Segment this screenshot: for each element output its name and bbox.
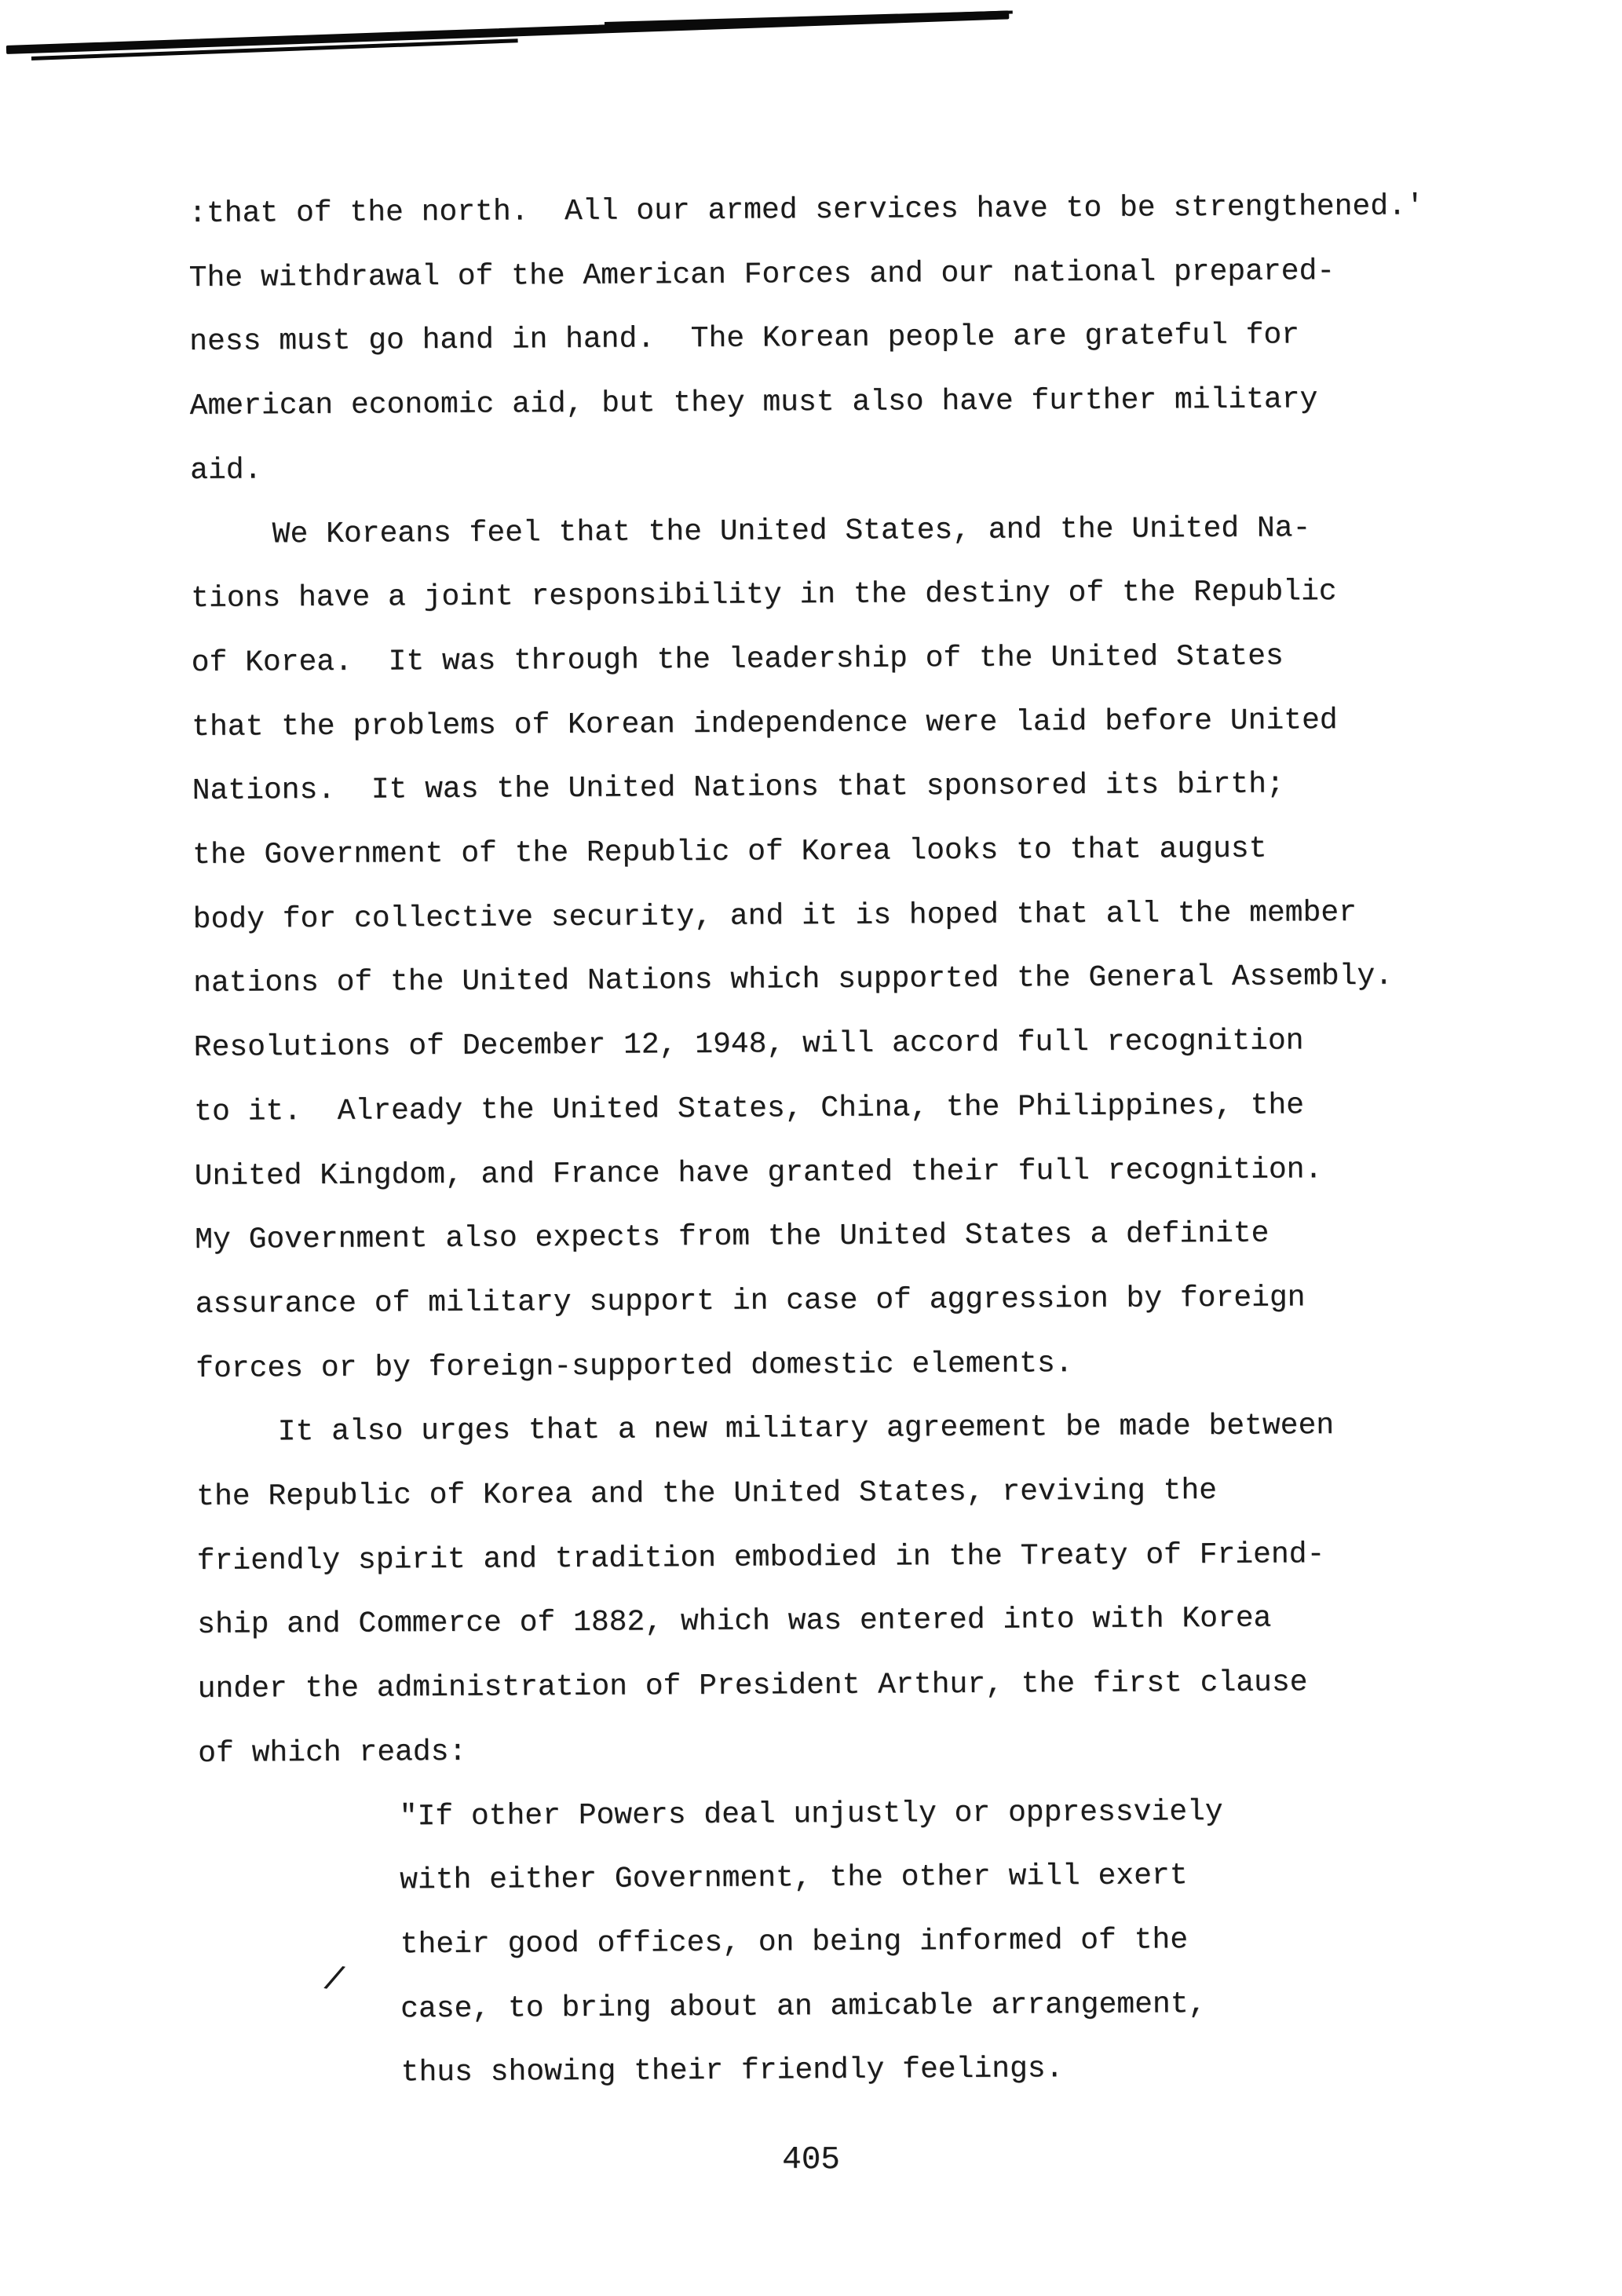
text-line: to it. Already the United States, China, the Philippines, the [194,1088,1305,1129]
text-line: the Republic of Korea and the United States, reviving the [196,1474,1218,1515]
text-line: case, to bring about an amicable arrangement, [400,1987,1207,2027]
text-line: body for collective security, and it is hoped that all the member [192,895,1357,937]
text-line: thus showing their friendly feelings. [400,2052,1064,2090]
text-line: under the administration of President Arthur, the first clause [197,1665,1308,1707]
text-line: :that of the north. All our armed services have to be strengthened.' [188,189,1424,231]
text-line: aid. [190,453,262,488]
text-line: of Korea. It was through the leadership of the United States [191,639,1284,680]
text-line: the Government of the Republic of Korea looks to that august [192,832,1267,873]
text-line: It also urges that a new military agreement be made between [277,1409,1335,1450]
text-line: ship and Commerce of 1882, which was entered into with Korea [197,1602,1272,1643]
document-text [188,174,1535,2107]
page-number: 405 [782,2142,840,2178]
text-line: "If other Powers deal unjustly or oppressviely [399,1794,1223,1834]
text-line: friendly spirit and tradition embodied in the Treaty of Friend- [196,1537,1325,1578]
text-line: nations of the United Nations which supported the General Assembly. [193,960,1394,1001]
text-line: of which reads: [198,1735,467,1771]
text-line: Nations. It was the United Nations that sponsored its birth; [192,767,1284,809]
text-line: We Koreans feel that the United States, and the United Na- [272,510,1311,551]
text-line: United Kingdom, and France have granted their full recognition. [194,1152,1323,1194]
text-line: tions have a joint responsibility in the destiny of the Republic [191,575,1337,616]
text-line: forces or by foreign-supported domestic elements. [195,1346,1073,1386]
text-line: Resolutions of December 12, 1948, will accord full recognition [193,1024,1304,1066]
text-line: The withdrawal of the American Forces and our national prepared- [188,254,1335,295]
text-line: that the problems of Korean independence were laid before United [192,703,1338,744]
text-line: American economic aid, but they must also have further military [189,382,1318,424]
text-line: ness must go hand in hand. The Korean people are grateful for [189,318,1300,360]
text-line: assurance of military support in case of aggression by foreign [195,1281,1306,1322]
text-line: with either Government, the other will exert [400,1859,1188,1898]
text-line: their good offices, on being informed of the [400,1923,1189,1962]
stray-mark: / [320,1959,349,2003]
text-line: My Government also expects from the United States a definite [195,1216,1269,1258]
